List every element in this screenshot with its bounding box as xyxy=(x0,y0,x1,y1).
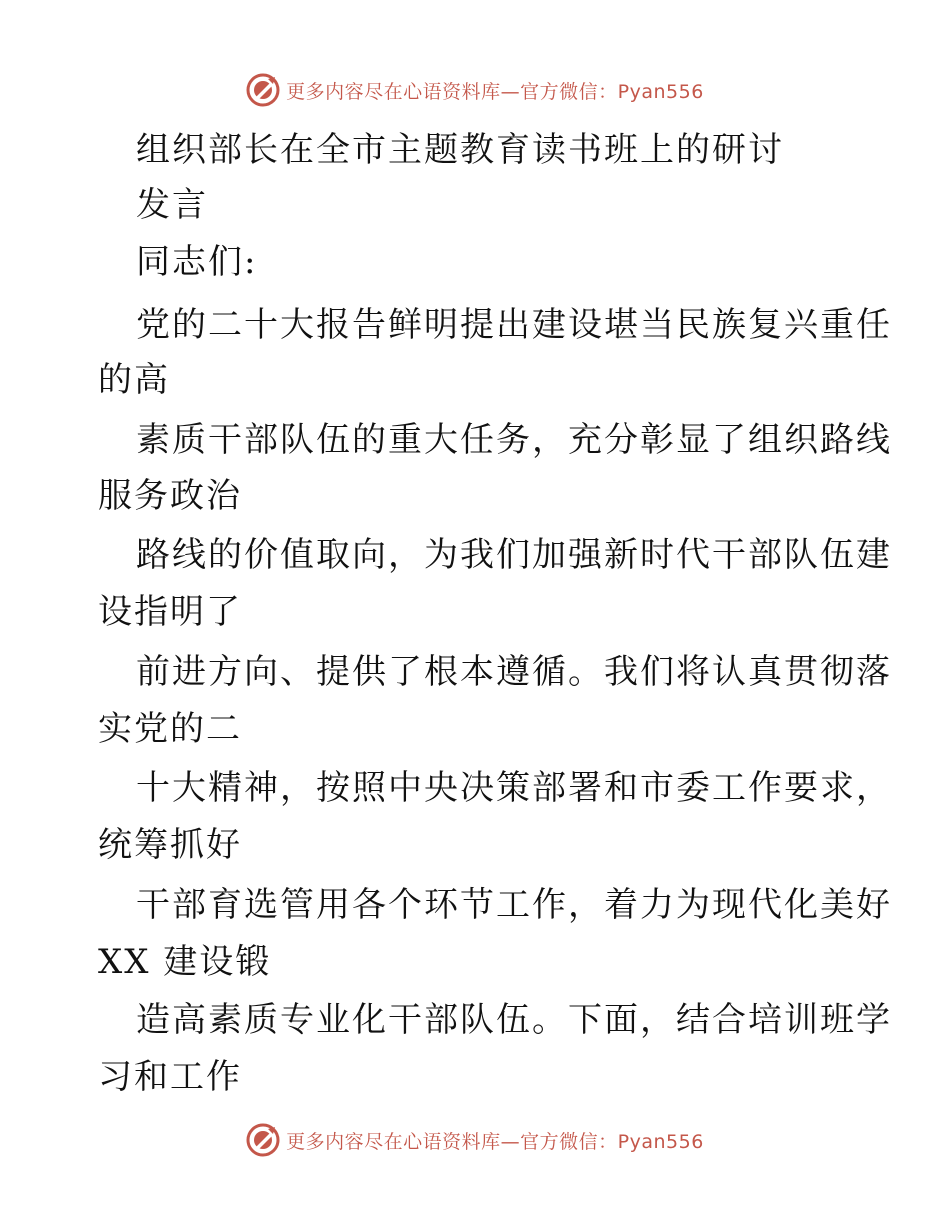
paragraph-line: 素质干部队伍的重大任务，充分彰显了组织路线 xyxy=(136,420,892,460)
logo-icon xyxy=(246,73,280,107)
paragraph-line: 前进方向、提供了根本遵循。我们将认真贯彻落 xyxy=(136,652,892,692)
paragraph-line: XX 建设锻 xyxy=(98,942,272,982)
paragraph-line: 党的二十大报告鲜明提出建设堪当民族复兴重任 xyxy=(136,305,892,345)
banner-text: 更多内容尽在心语资料库—官方微信：Pyan556 xyxy=(286,80,704,103)
title-line: 发言 xyxy=(136,185,208,225)
salutation: 同志们: xyxy=(136,242,258,282)
paragraph-line: 服务政治 xyxy=(98,476,242,516)
paragraph-line: 路线的价值取向，为我们加强新时代干部队伍建 xyxy=(136,535,892,575)
paragraph-line: 造高素质专业化干部队伍。下面，结合培训班学 xyxy=(136,1000,892,1040)
paragraph-line: 实党的二 xyxy=(98,709,242,749)
footer-banner xyxy=(0,1120,950,1160)
logo-icon xyxy=(246,1123,280,1157)
header-banner xyxy=(0,70,950,110)
banner-text: 更多内容尽在心语资料库—官方微信：Pyan556 xyxy=(286,1130,704,1153)
paragraph-line: 十大精神，按照中央决策部署和市委工作要求， xyxy=(136,768,892,808)
paragraph-line: 统筹抓好 xyxy=(98,825,242,865)
paragraph-line: 设指明了 xyxy=(98,592,242,632)
paragraph-line: 干部育选管用各个环节工作，着力为现代化美好 xyxy=(136,885,892,925)
paragraph-line: 的高 xyxy=(98,360,170,400)
title-line: 组织部长在全市主题教育读书班上的研讨 xyxy=(136,130,784,170)
paragraph-line: 习和工作 xyxy=(98,1057,242,1097)
